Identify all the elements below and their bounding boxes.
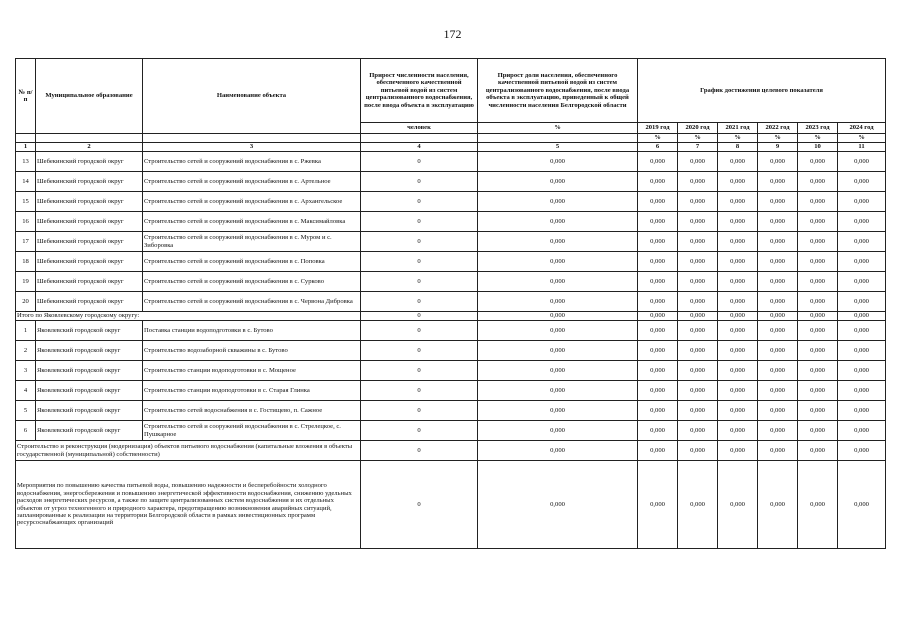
- row-number: 14: [16, 172, 36, 192]
- row-year-value: 0,000: [678, 341, 718, 361]
- row-year-value: 0,000: [678, 381, 718, 401]
- row-object-name: Строительство сетей и сооружений водоснабжения в с. Червона Дибровка: [143, 292, 361, 312]
- row-pop-growth: 0: [361, 341, 478, 361]
- row-pop-growth: 0: [361, 381, 478, 401]
- row-year-value: 0,000: [838, 252, 886, 272]
- row-year-value: 0,000: [758, 361, 798, 381]
- row-year-value: 0,000: [838, 401, 886, 421]
- row-year-value: 0,000: [718, 361, 758, 381]
- header-municipality: Муниципальное образование: [36, 59, 143, 134]
- row-year-value: 0,000: [838, 321, 886, 341]
- table-row: [16, 212, 886, 232]
- total-value: 0,000: [638, 312, 678, 321]
- indicator-table: [15, 58, 886, 549]
- measures-share: 0,000: [478, 461, 638, 549]
- row-year-value: 0,000: [638, 272, 678, 292]
- row-year-value: 0,000: [678, 361, 718, 381]
- row-number: 4: [16, 381, 36, 401]
- row-year-value: 0,000: [798, 421, 838, 441]
- year-header: 2024 год: [838, 123, 886, 134]
- row-municipality: Шебекинский городской округ: [36, 212, 143, 232]
- summary-label: Строительство и реконструкция (модернизация) объектов питьевого водоснабжения (капитальные вложения в объекты государственной (муниципальной) собственности): [16, 441, 361, 461]
- row-year-value: 0,000: [718, 401, 758, 421]
- row-year-value: 0,000: [638, 212, 678, 232]
- row-share-growth: 0,000: [478, 172, 638, 192]
- row-number: 20: [16, 292, 36, 312]
- total-value: 0,000: [718, 312, 758, 321]
- row-year-value: 0,000: [838, 272, 886, 292]
- row-pop-growth: 0: [361, 272, 478, 292]
- unit-people: человек: [361, 123, 478, 134]
- row-year-value: 0,000: [638, 292, 678, 312]
- row-year-value: 0,000: [838, 172, 886, 192]
- row-object-name: Строительство сетей и сооружений водоснабжения в с. Максимайловка: [143, 212, 361, 232]
- row-municipality: Шебекинский городской округ: [36, 172, 143, 192]
- row-municipality: Шебекинский городской округ: [36, 232, 143, 252]
- measures-value: 0,000: [838, 461, 886, 549]
- column-number: 9: [758, 143, 798, 152]
- row-year-value: 0,000: [798, 321, 838, 341]
- measures-pop: 0: [361, 461, 478, 549]
- column-number: 6: [638, 143, 678, 152]
- row-year-value: 0,000: [718, 232, 758, 252]
- row-year-value: 0,000: [798, 232, 838, 252]
- row-number: 19: [16, 272, 36, 292]
- row-year-value: 0,000: [718, 381, 758, 401]
- row-year-value: 0,000: [798, 152, 838, 172]
- table-row: [16, 321, 886, 341]
- row-share-growth: 0,000: [478, 252, 638, 272]
- row-municipality: Яковлевский городской округ: [36, 361, 143, 381]
- table-row: [16, 172, 886, 192]
- row-pop-growth: 0: [361, 252, 478, 272]
- table-row: [16, 421, 886, 441]
- row-year-value: 0,000: [838, 152, 886, 172]
- row-year-value: 0,000: [638, 361, 678, 381]
- row-year-value: 0,000: [678, 252, 718, 272]
- year-header: 2020 год: [678, 123, 718, 134]
- row-share-growth: 0,000: [478, 421, 638, 441]
- row-share-growth: 0,000: [478, 212, 638, 232]
- unit-percent: %: [838, 134, 886, 143]
- row-year-value: 0,000: [838, 341, 886, 361]
- row-year-value: 0,000: [638, 172, 678, 192]
- summary-row: [16, 441, 886, 461]
- row-year-value: 0,000: [718, 341, 758, 361]
- summary-value: 0,000: [638, 441, 678, 461]
- row-pop-growth: 0: [361, 172, 478, 192]
- header-share-growth: Прирост доли населения, обеспеченного качественной питьевой водой из систем централизованного водоснабжения, после ввода объекта в эксплуатацию, приведенный к общей численности населения Белгородской области: [478, 59, 638, 123]
- total-value: 0,000: [798, 312, 838, 321]
- column-number: 4: [361, 143, 478, 152]
- total-label: Итого по Яковлевскому городскому округу:: [16, 312, 361, 321]
- row-number: 2: [16, 341, 36, 361]
- row-year-value: 0,000: [638, 152, 678, 172]
- summary-value: 0,000: [838, 441, 886, 461]
- row-year-value: 0,000: [638, 321, 678, 341]
- row-pop-growth: 0: [361, 292, 478, 312]
- row-year-value: 0,000: [758, 232, 798, 252]
- summary-value: 0,000: [718, 441, 758, 461]
- row-year-value: 0,000: [718, 272, 758, 292]
- row-year-value: 0,000: [758, 252, 798, 272]
- row-object-name: Поставка станции водоподготовки в с. Бутово: [143, 321, 361, 341]
- page-number: 172: [443, 27, 462, 41]
- row-year-value: 0,000: [838, 381, 886, 401]
- row-year-value: 0,000: [758, 381, 798, 401]
- row-object-name: Строительство сетей и сооружений водоснабжения в с. Сурково: [143, 272, 361, 292]
- unit-percent: %: [718, 134, 758, 143]
- row-object-name: Строительство сетей и сооружений водоснабжения в с. Муром и с. Зиборовка: [143, 232, 361, 252]
- total-value: 0,000: [838, 312, 886, 321]
- row-municipality: Шебекинский городской округ: [36, 292, 143, 312]
- row-year-value: 0,000: [758, 341, 798, 361]
- summary-value: 0,000: [758, 441, 798, 461]
- total-row: [16, 312, 886, 321]
- row-year-value: 0,000: [798, 381, 838, 401]
- unit-percent: %: [638, 134, 678, 143]
- row-year-value: 0,000: [798, 341, 838, 361]
- row-share-growth: 0,000: [478, 292, 638, 312]
- row-year-value: 0,000: [678, 272, 718, 292]
- measures-label: Мероприятия по повышению качества питьевой воды, повышению надежности и бесперебойности холодного водоснабжения, энергосбережения и повышению энергетической эффективности водоснабжения, снижению удельных расходов энергетических ресурсов, а также по защите централизованных систем водоснабжения и их отдельных объектов от угроз техногенного и природного характера, предотвращению возникновения аварийных ситуаций, запланированные к реализации на территории Белгородской области в рамках инвестиционных программ ресурсоснабжающих организаций: [16, 461, 361, 549]
- unit-percent: %: [758, 134, 798, 143]
- summary-value: 0,000: [798, 441, 838, 461]
- header-num: № п/п: [16, 59, 36, 134]
- row-year-value: 0,000: [798, 192, 838, 212]
- row-year-value: 0,000: [718, 192, 758, 212]
- row-object-name: Строительство водозаборной скважины в с. Бутово: [143, 341, 361, 361]
- row-pop-growth: 0: [361, 192, 478, 212]
- year-header: 2023 год: [798, 123, 838, 134]
- row-year-value: 0,000: [758, 172, 798, 192]
- row-year-value: 0,000: [638, 341, 678, 361]
- row-year-value: 0,000: [838, 232, 886, 252]
- row-share-growth: 0,000: [478, 381, 638, 401]
- unit-percent: %: [478, 123, 638, 134]
- year-header: 2021 год: [718, 123, 758, 134]
- row-number: 3: [16, 361, 36, 381]
- row-year-value: 0,000: [758, 401, 798, 421]
- row-object-name: Строительство сетей и сооружений водоснабжения в с. Артельное: [143, 172, 361, 192]
- row-year-value: 0,000: [678, 401, 718, 421]
- row-year-value: 0,000: [838, 192, 886, 212]
- column-number: 3: [143, 143, 361, 152]
- row-share-growth: 0,000: [478, 401, 638, 421]
- row-year-value: 0,000: [638, 252, 678, 272]
- row-municipality: Яковлевский городской округ: [36, 321, 143, 341]
- measures-value: 0,000: [798, 461, 838, 549]
- row-year-value: 0,000: [718, 212, 758, 232]
- table-row: [16, 252, 886, 272]
- summary-pop: 0: [361, 441, 478, 461]
- row-pop-growth: 0: [361, 232, 478, 252]
- row-share-growth: 0,000: [478, 192, 638, 212]
- unit-percent: %: [798, 134, 838, 143]
- table-row: [16, 381, 886, 401]
- table-row: [16, 272, 886, 292]
- row-year-value: 0,000: [678, 172, 718, 192]
- table-row: [16, 192, 886, 212]
- year-header: 2022 год: [758, 123, 798, 134]
- row-object-name: Строительство сетей и сооружений водоснабжения в с. Архангельское: [143, 192, 361, 212]
- row-year-value: 0,000: [798, 361, 838, 381]
- row-year-value: 0,000: [718, 292, 758, 312]
- table-header: [16, 59, 886, 152]
- column-number: 11: [838, 143, 886, 152]
- row-year-value: 0,000: [798, 401, 838, 421]
- row-pop-growth: 0: [361, 321, 478, 341]
- row-share-growth: 0,000: [478, 361, 638, 381]
- row-year-value: 0,000: [758, 152, 798, 172]
- row-municipality: Яковлевский городской округ: [36, 381, 143, 401]
- row-number: 15: [16, 192, 36, 212]
- measures-value: 0,000: [718, 461, 758, 549]
- measures-value: 0,000: [758, 461, 798, 549]
- row-year-value: 0,000: [798, 172, 838, 192]
- row-year-value: 0,000: [838, 212, 886, 232]
- row-year-value: 0,000: [838, 421, 886, 441]
- row-municipality: Яковлевский городской округ: [36, 341, 143, 361]
- row-year-value: 0,000: [758, 421, 798, 441]
- summary-value: 0,000: [678, 441, 718, 461]
- row-number: 13: [16, 152, 36, 172]
- row-year-value: 0,000: [638, 401, 678, 421]
- header-pop-growth: Прирост численности населения, обеспеченного качественной питьевой водой из систем централизованного водоснабжения, после ввода объекта в эксплуатацию: [361, 59, 478, 123]
- row-year-value: 0,000: [718, 172, 758, 192]
- row-year-value: 0,000: [718, 252, 758, 272]
- total-share: 0,000: [478, 312, 638, 321]
- column-number: 1: [16, 143, 36, 152]
- row-pop-growth: 0: [361, 401, 478, 421]
- row-municipality: Шебекинский городской округ: [36, 272, 143, 292]
- table-row: [16, 292, 886, 312]
- row-share-growth: 0,000: [478, 152, 638, 172]
- table-row: [16, 361, 886, 381]
- row-municipality: Шебекинский городской округ: [36, 252, 143, 272]
- row-year-value: 0,000: [758, 272, 798, 292]
- row-number: 1: [16, 321, 36, 341]
- indicator-table-wrapper: [15, 58, 885, 549]
- measures-value: 0,000: [678, 461, 718, 549]
- row-share-growth: 0,000: [478, 341, 638, 361]
- row-year-value: 0,000: [798, 252, 838, 272]
- row-pop-growth: 0: [361, 361, 478, 381]
- row-year-value: 0,000: [718, 321, 758, 341]
- row-year-value: 0,000: [758, 192, 798, 212]
- row-municipality: Шебекинский городской округ: [36, 192, 143, 212]
- row-pop-growth: 0: [361, 212, 478, 232]
- row-year-value: 0,000: [798, 272, 838, 292]
- row-number: 16: [16, 212, 36, 232]
- measures-row: [16, 461, 886, 549]
- row-year-value: 0,000: [718, 152, 758, 172]
- table-row: [16, 341, 886, 361]
- table-row: [16, 401, 886, 421]
- row-number: 5: [16, 401, 36, 421]
- row-year-value: 0,000: [678, 152, 718, 172]
- row-year-value: 0,000: [638, 421, 678, 441]
- row-year-value: 0,000: [678, 192, 718, 212]
- unit-percent: %: [678, 134, 718, 143]
- total-value: 0,000: [758, 312, 798, 321]
- table-body: [16, 152, 886, 549]
- row-year-value: 0,000: [758, 292, 798, 312]
- row-year-value: 0,000: [638, 381, 678, 401]
- row-object-name: Строительство сетей и сооружений водоснабжения в с. Стрелецкое, с. Пушкарное: [143, 421, 361, 441]
- row-municipality: Яковлевский городской округ: [36, 401, 143, 421]
- row-year-value: 0,000: [678, 232, 718, 252]
- row-pop-growth: 0: [361, 421, 478, 441]
- row-year-value: 0,000: [718, 421, 758, 441]
- row-object-name: Строительство сетей водоснабжения в с. Гостищево, п. Сажное: [143, 401, 361, 421]
- row-number: 17: [16, 232, 36, 252]
- row-year-value: 0,000: [638, 192, 678, 212]
- table-row: [16, 152, 886, 172]
- header-object-name: Наименование объекта: [143, 59, 361, 134]
- table-row: [16, 232, 886, 252]
- summary-share: 0,000: [478, 441, 638, 461]
- row-object-name: Строительство сетей и сооружений водоснабжения в с. Поповка: [143, 252, 361, 272]
- row-year-value: 0,000: [758, 212, 798, 232]
- row-share-growth: 0,000: [478, 321, 638, 341]
- row-share-growth: 0,000: [478, 232, 638, 252]
- row-pop-growth: 0: [361, 152, 478, 172]
- row-year-value: 0,000: [798, 212, 838, 232]
- column-number: 5: [478, 143, 638, 152]
- row-year-value: 0,000: [838, 292, 886, 312]
- row-year-value: 0,000: [758, 321, 798, 341]
- total-pop: 0: [361, 312, 478, 321]
- total-value: 0,000: [678, 312, 718, 321]
- row-municipality: Яковлевский городской округ: [36, 421, 143, 441]
- row-year-value: 0,000: [798, 292, 838, 312]
- row-year-value: 0,000: [838, 361, 886, 381]
- column-number: 7: [678, 143, 718, 152]
- measures-value: 0,000: [638, 461, 678, 549]
- year-header: 2019 год: [638, 123, 678, 134]
- column-number: 10: [798, 143, 838, 152]
- row-year-value: 0,000: [678, 421, 718, 441]
- row-object-name: Строительство станции водоподготовки в с. Мощеное: [143, 361, 361, 381]
- row-object-name: Строительство станции водоподготовки в с. Старая Глинка: [143, 381, 361, 401]
- row-municipality: Шебекинский городской округ: [36, 152, 143, 172]
- row-number: 18: [16, 252, 36, 272]
- row-year-value: 0,000: [678, 321, 718, 341]
- row-year-value: 0,000: [678, 292, 718, 312]
- row-object-name: Строительство сетей и сооружений водоснабжения в с. Ржевка: [143, 152, 361, 172]
- row-number: 6: [16, 421, 36, 441]
- row-share-growth: 0,000: [478, 272, 638, 292]
- header-schedule: График достижения целевого показателя: [638, 59, 886, 123]
- column-numbers-row: [16, 143, 886, 152]
- row-year-value: 0,000: [638, 232, 678, 252]
- column-number: 2: [36, 143, 143, 152]
- row-year-value: 0,000: [678, 212, 718, 232]
- column-number: 8: [718, 143, 758, 152]
